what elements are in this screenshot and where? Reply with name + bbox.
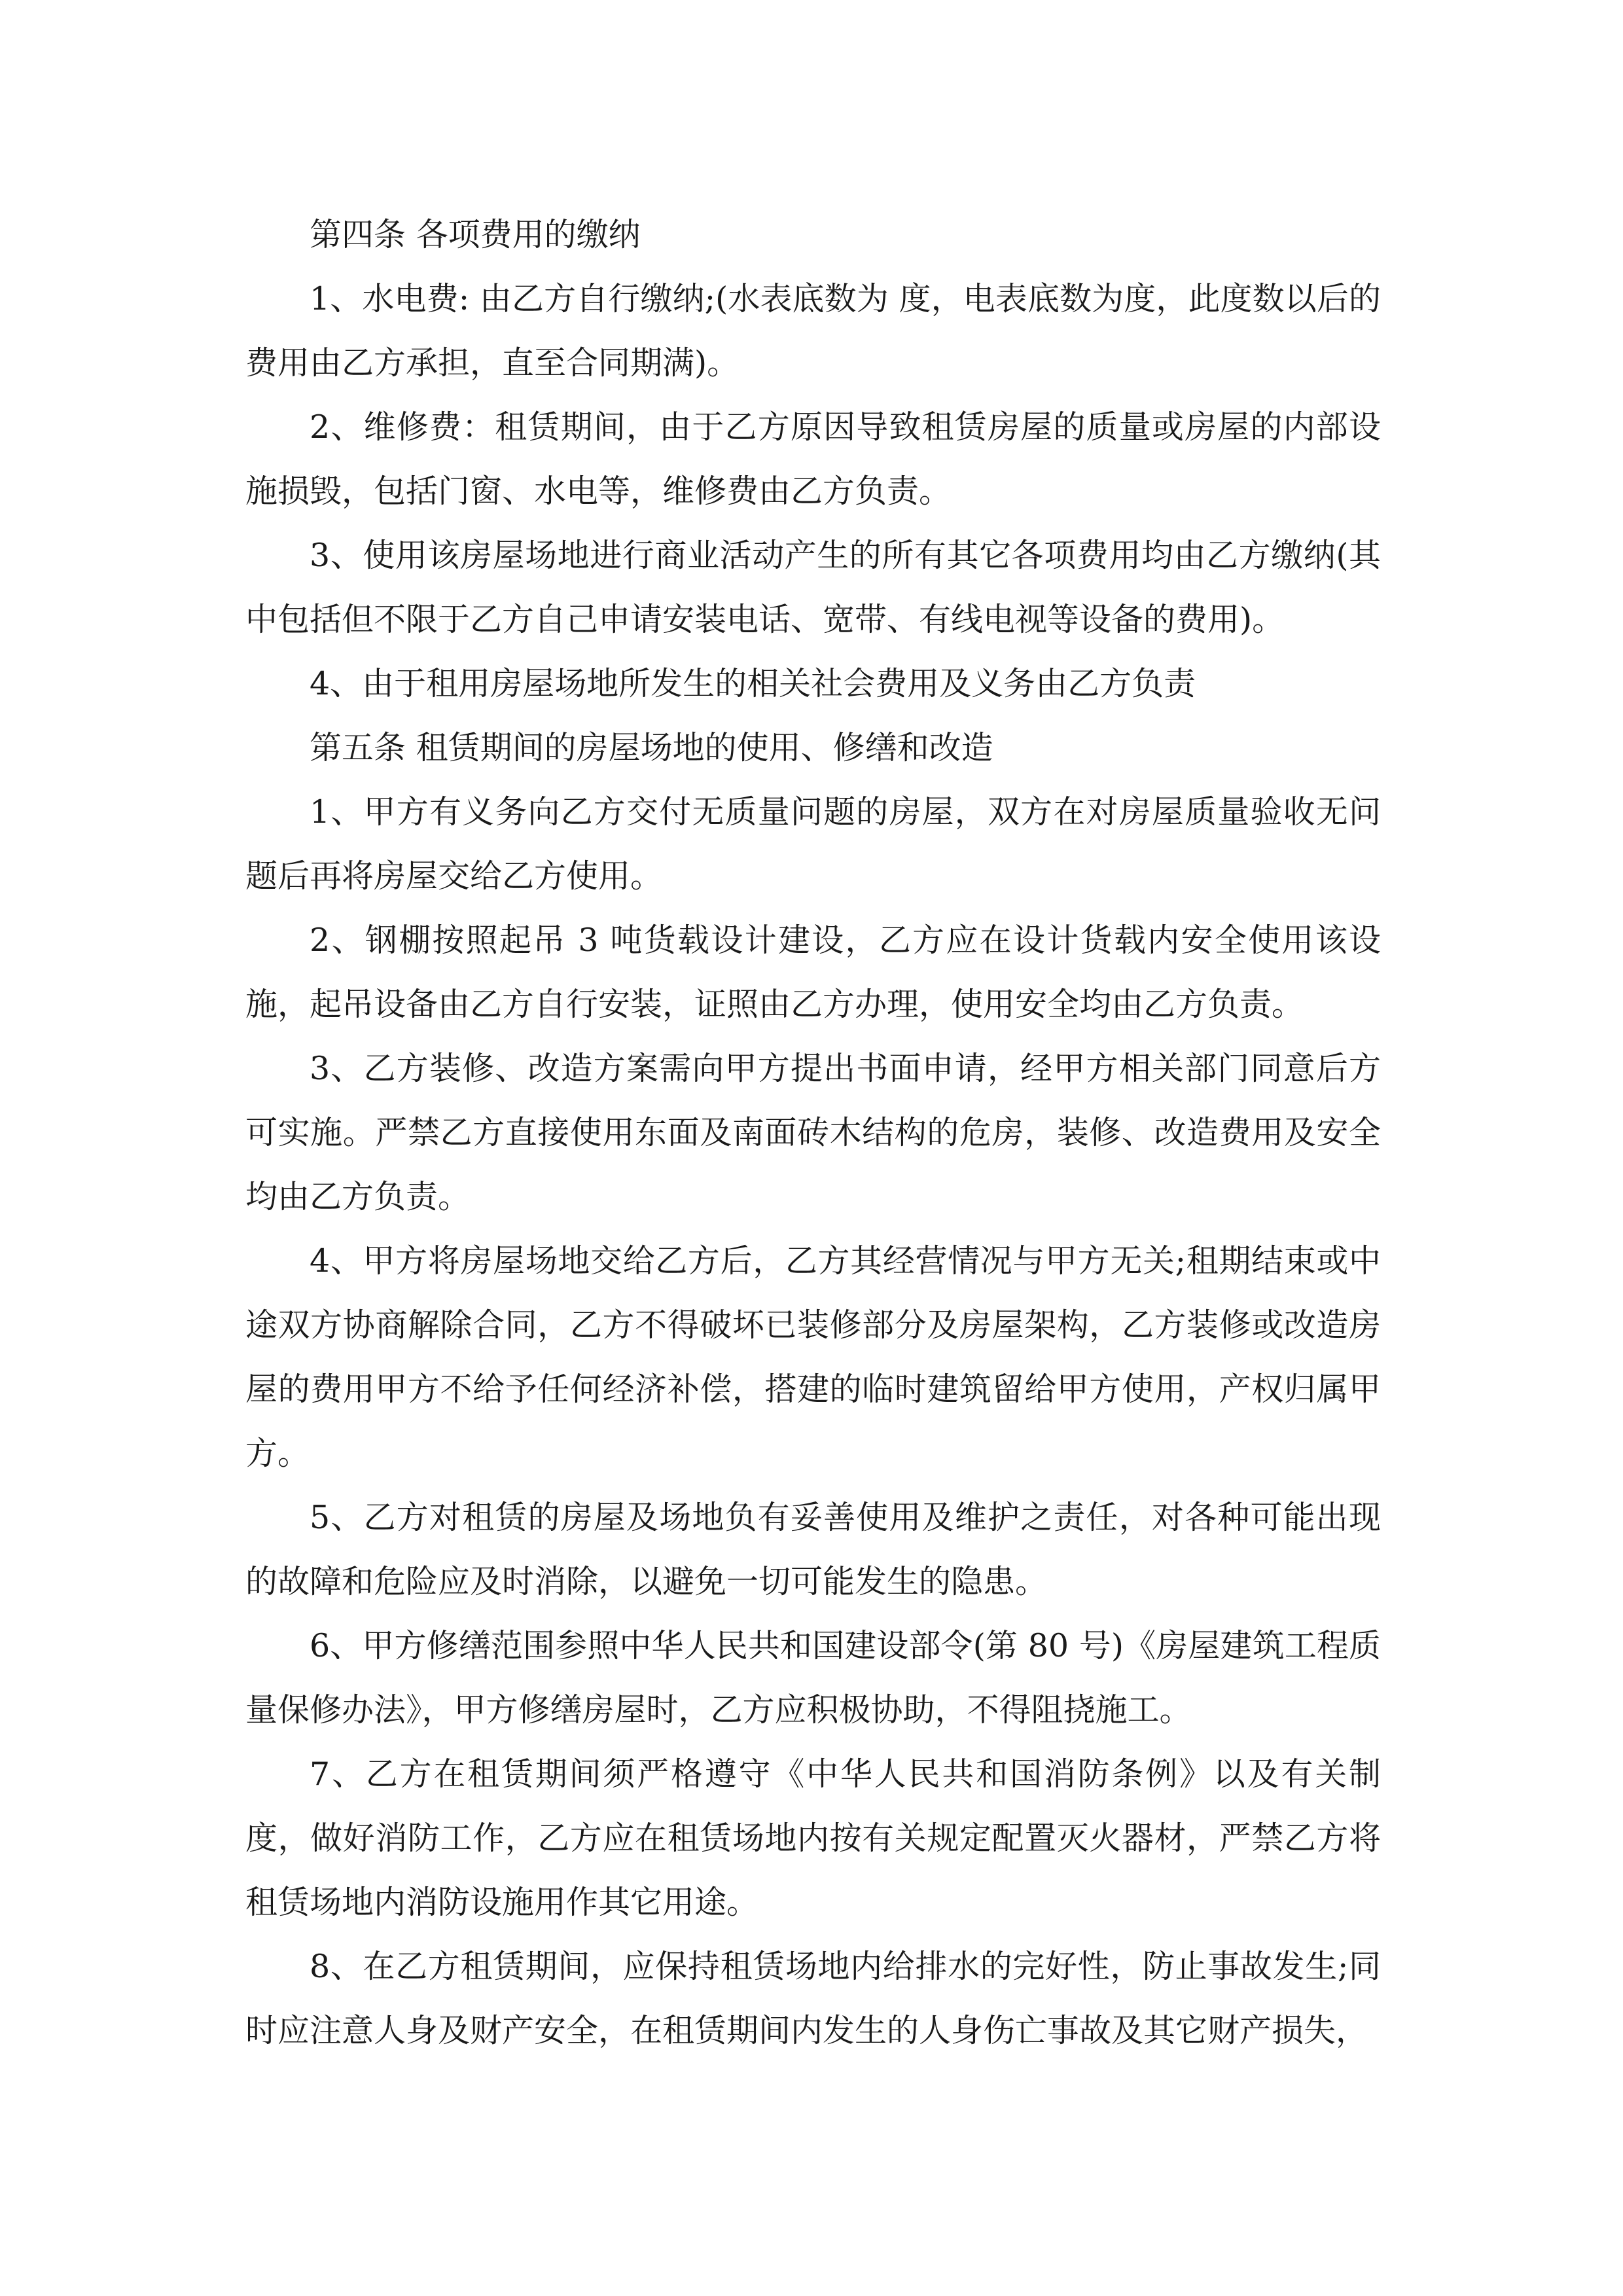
paragraph-5-3: 3、乙方装修、改造方案需向甲方提出书面申请，经甲方相关部门同意后方可实施。严禁乙方直接使用东面及南面砖木结构的危房，装修、改造费用及安全均由乙方负责。 [245, 1050, 1381, 1215]
document-page [245, 203, 1381, 2063]
paragraph-5-1: 1、甲方有义务向乙方交付无质量问题的房屋，双方在对房屋质量验收无问题后再将房屋交给乙方使用。 [245, 793, 1381, 895]
section-heading-article-5: 第五条 租赁期间的房屋场地的使用、修缮和改造 [310, 729, 993, 766]
section-heading-article-4: 第四条 各项费用的缴纳 [310, 216, 641, 253]
paragraph-5-7: 7、乙方在租赁期间须严格遵守《中华人民共和国消防条例》以及有关制度，做好消防工作，乙方应在租赁场地内按有关规定配置灭火器材，严禁乙方将租赁场地内消防设施用作其它用途。 [245, 1755, 1381, 1921]
paragraph-5-2: 2、钢棚按照起吊 3 吨货载设计建设，乙方应在设计货载内安全使用该设施，起吊设备由乙方自行安装，证照由乙方办理，使用安全均由乙方负责。 [245, 922, 1381, 1023]
paragraph-5-4: 4、甲方将房屋场地交给乙方后，乙方其经营情况与甲方无关;租期结束或中途双方协商解除合同，乙方不得破坏已装修部分及房屋架构，乙方装修或改造房屋的费用甲方不给予任何经济补偿，搭建的临时建筑留给甲方使用，产权归属甲方。 [245, 1242, 1381, 1472]
paragraph-4-4: 4、由于租用房屋场地所发生的相关社会费用及义务由乙方负责 [310, 665, 1196, 702]
paragraph-5-5: 5、乙方对租赁的房屋及场地负有妥善使用及维护之责任，对各种可能出现的故障和危险应及时消除，以避免一切可能发生的隐患。 [245, 1499, 1381, 1600]
paragraph-4-1: 1、水电费: 由乙方自行缴纳;(水表底数为 度，电表底数为度，此度数以后的费用由乙方承担，直至合同期满)。 [245, 280, 1381, 382]
paragraph-4-2: 2、维修费：租赁期间，由于乙方原因导致租赁房屋的质量或房屋的内部设施损毁，包括门窗、水电等，维修费由乙方负责。 [245, 408, 1381, 510]
paragraph-5-6: 6、甲方修缮范围参照中华人民共和国建设部令(第 80 号)《房屋建筑工程质量保修办法》，甲方修缮房屋时，乙方应积极协助，不得阻挠施工。 [245, 1627, 1381, 1729]
paragraph-5-8: 8、在乙方租赁期间，应保持租赁场地内给排水的完好性，防止事故发生;同时应注意人身及财产安全，在租赁期间内发生的人身伤亡事故及其它财产损失， [245, 1948, 1381, 2049]
paragraph-4-3: 3、使用该房屋场地进行商业活动产生的所有其它各项费用均由乙方缴纳(其中包括但不限于乙方自己申请安装电话、宽带、有线电视等设备的费用)。 [245, 537, 1381, 638]
